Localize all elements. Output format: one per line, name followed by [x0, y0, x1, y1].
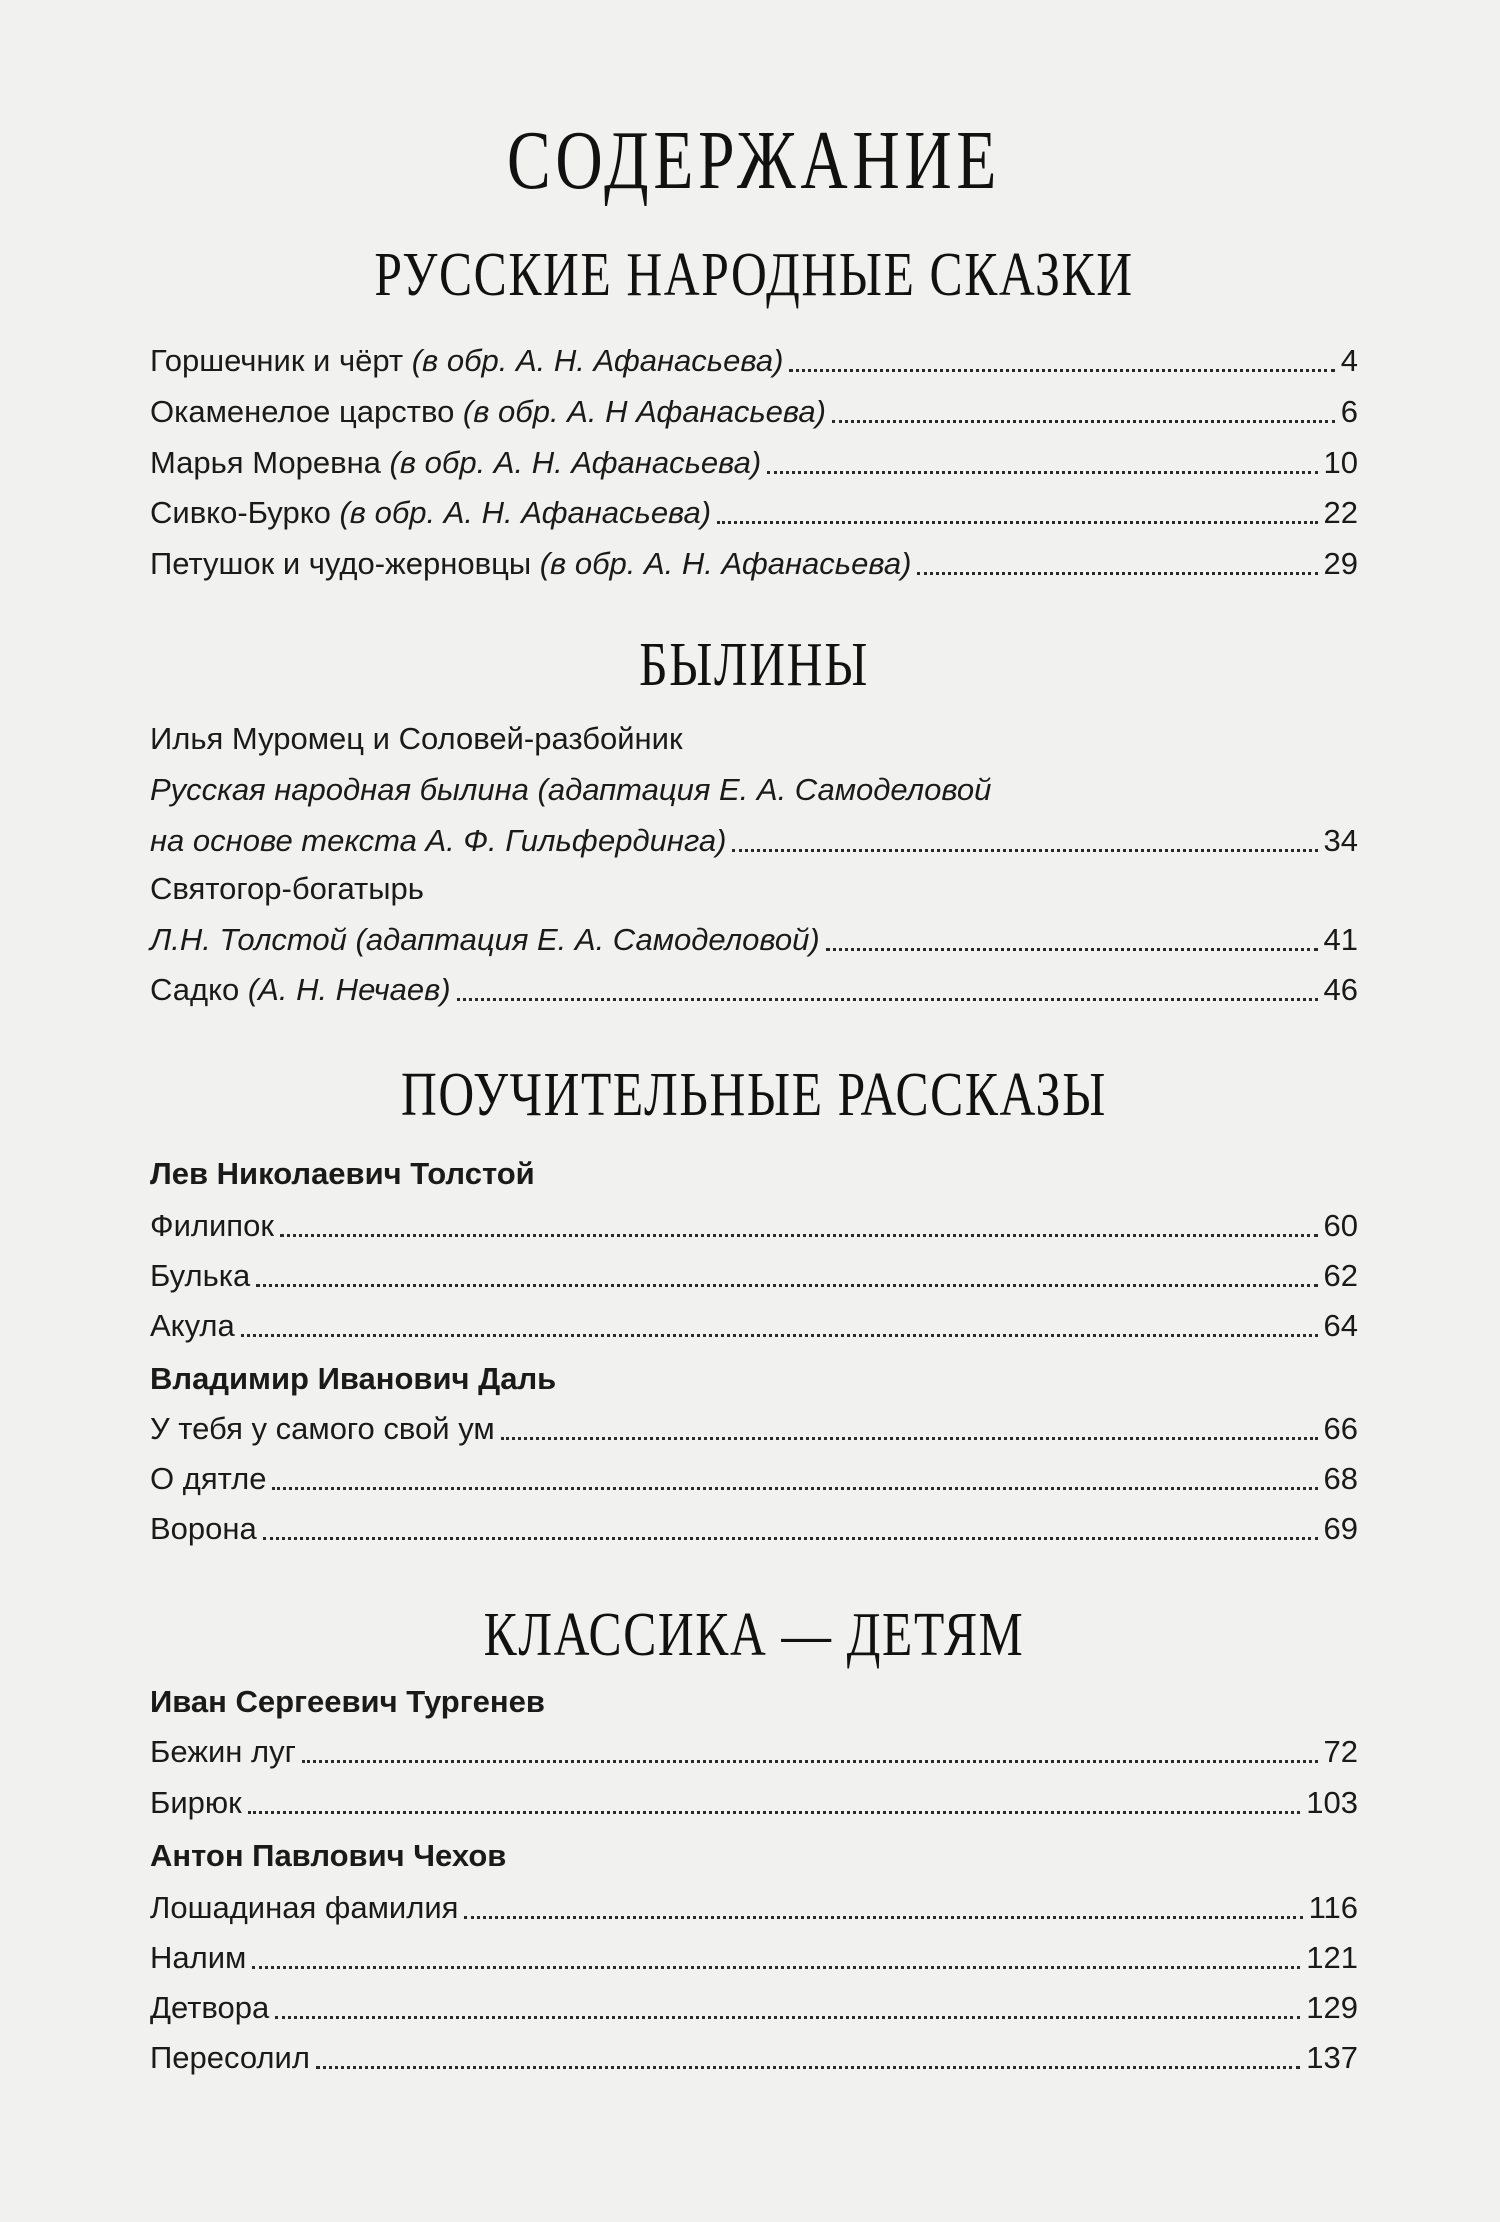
page-number: 116 — [1308, 1890, 1358, 1925]
entry-text: Сивко-Бурко (в обр. А. Н. Афанасьева) — [150, 495, 712, 530]
dot-leader — [272, 1487, 1317, 1490]
entry-text: О дятле — [150, 1461, 267, 1496]
section-title-stories: ПОУЧИТЕЛЬНЫЕ РАССКАЗЫ — [401, 1061, 1107, 1129]
toc-entry[interactable] — [150, 1934, 1358, 1978]
dot-leader — [501, 1437, 1318, 1440]
entry-text: Детвора — [150, 1990, 270, 2025]
section-title-byliny: БЫЛИНЫ — [639, 631, 869, 699]
toc-entry-subtitle: Русская народная былина (адаптация Е. А. Самоделовой — [150, 772, 992, 807]
author-name: Владимир Иванович Даль — [150, 1361, 557, 1396]
page-number: 29 — [1323, 546, 1358, 581]
entry-text: Бежин луг — [150, 1734, 296, 1769]
dot-leader — [263, 1537, 1318, 1540]
entry-text: Бирюк — [150, 1785, 242, 1820]
toc-entry[interactable] — [150, 1252, 1358, 1296]
entry-text: Марья Моревна (в обр. А. Н. Афанасьева) — [150, 445, 762, 480]
toc-entry[interactable] — [150, 388, 1358, 432]
section-title-classics: КЛАССИКА — ДЕТЯМ — [483, 1601, 1025, 1669]
entry-text: Налим — [150, 1940, 247, 1975]
entry-text: Пересолил — [150, 2040, 310, 2075]
section-title-folk-tales: РУССКИЕ НАРОДНЫЕ СКАЗКИ — [374, 241, 1134, 309]
page-number: 34 — [1323, 823, 1358, 858]
dot-leader — [302, 1760, 1318, 1763]
dot-leader — [280, 1234, 1318, 1237]
entry-text: на основе текста А. Ф. Гильфердинга) — [150, 823, 727, 858]
toc-entry[interactable] — [150, 439, 1358, 483]
entry-text: Петушок и чудо-жерновцы (в обр. А. Н. Афанасьева) — [150, 546, 912, 581]
page-number: 22 — [1323, 495, 1358, 530]
toc-entry[interactable] — [150, 817, 1358, 861]
toc-entry[interactable] — [150, 916, 1358, 960]
entry-text: Окаменелое царство (в обр. А. Н Афанасьева) — [150, 394, 826, 429]
page-number: 121 — [1306, 1940, 1358, 1975]
toc-entry[interactable] — [150, 337, 1358, 381]
toc-entry[interactable] — [150, 1202, 1358, 1246]
dot-leader — [464, 1916, 1302, 1919]
dot-leader — [275, 2016, 1300, 2019]
entry-text: Горшечник и чёрт (в обр. А. Н. Афанасьева) — [150, 343, 784, 378]
toc-entry-title[interactable]: Святогор-богатырь — [150, 871, 424, 906]
page-number: 41 — [1323, 922, 1358, 957]
author-name: Иван Сергеевич Тургенев — [150, 1684, 545, 1719]
page-number: 68 — [1323, 1461, 1358, 1496]
toc-entry[interactable] — [150, 540, 1358, 584]
entry-text: Булька — [150, 1258, 251, 1293]
toc-entry[interactable] — [150, 1405, 1358, 1449]
toc-entry-title[interactable]: Илья Муромец и Соловей-разбойник — [150, 721, 683, 756]
toc-entry[interactable] — [150, 966, 1358, 1010]
dot-leader — [717, 521, 1317, 524]
entry-text: Ворона — [150, 1511, 257, 1546]
page-number: 64 — [1323, 1308, 1358, 1343]
entry-text: Л.Н. Толстой (адаптация Е. А. Самоделовой) — [150, 922, 820, 957]
page-number: 69 — [1323, 1511, 1358, 1546]
page-number: 46 — [1323, 972, 1358, 1007]
page-number: 137 — [1306, 2040, 1358, 2075]
page-number: 60 — [1323, 1208, 1358, 1243]
entry-text: Акула — [150, 1308, 235, 1343]
entry-text: У тебя у самого свой ум — [150, 1411, 495, 1446]
dot-leader — [826, 948, 1318, 951]
dot-leader — [252, 1966, 1300, 1969]
toc-entry[interactable] — [150, 489, 1358, 533]
entry-text: Филипок — [150, 1208, 274, 1243]
toc-entry[interactable] — [150, 1779, 1358, 1823]
page-number: 72 — [1323, 1734, 1358, 1769]
toc-entry[interactable] — [150, 2034, 1358, 2078]
dot-leader — [832, 420, 1335, 423]
toc-entry[interactable] — [150, 1505, 1358, 1549]
dot-leader — [457, 998, 1318, 1001]
page-number: 10 — [1323, 445, 1358, 480]
toc-entry[interactable] — [150, 1884, 1358, 1928]
page-number: 103 — [1306, 1785, 1358, 1820]
entry-text: Садко (А. Н. Нечаев) — [150, 972, 451, 1007]
dot-leader — [732, 849, 1317, 852]
dot-leader — [767, 471, 1317, 474]
dot-leader — [256, 1284, 1317, 1287]
toc-entry[interactable] — [150, 1302, 1358, 1346]
entry-text: Лошадиная фамилия — [150, 1890, 459, 1925]
author-name: Лев Николаевич Толстой — [150, 1156, 535, 1191]
toc-entry[interactable] — [150, 1728, 1358, 1772]
dot-leader — [248, 1811, 1301, 1814]
page-number: 4 — [1340, 343, 1358, 378]
page-number: 6 — [1340, 394, 1358, 429]
author-name: Антон Павлович Чехов — [150, 1838, 507, 1873]
toc-entry[interactable] — [150, 1455, 1358, 1499]
dot-leader — [789, 369, 1334, 372]
page-title: СОДЕРЖАНИЕ — [506, 114, 1002, 207]
toc-entry[interactable] — [150, 1984, 1358, 2028]
dot-leader — [316, 2066, 1300, 2069]
page-number: 62 — [1323, 1258, 1358, 1293]
dot-leader — [241, 1334, 1318, 1337]
page-number: 66 — [1323, 1411, 1358, 1446]
dot-leader — [917, 572, 1317, 575]
page-number: 129 — [1306, 1990, 1358, 2025]
